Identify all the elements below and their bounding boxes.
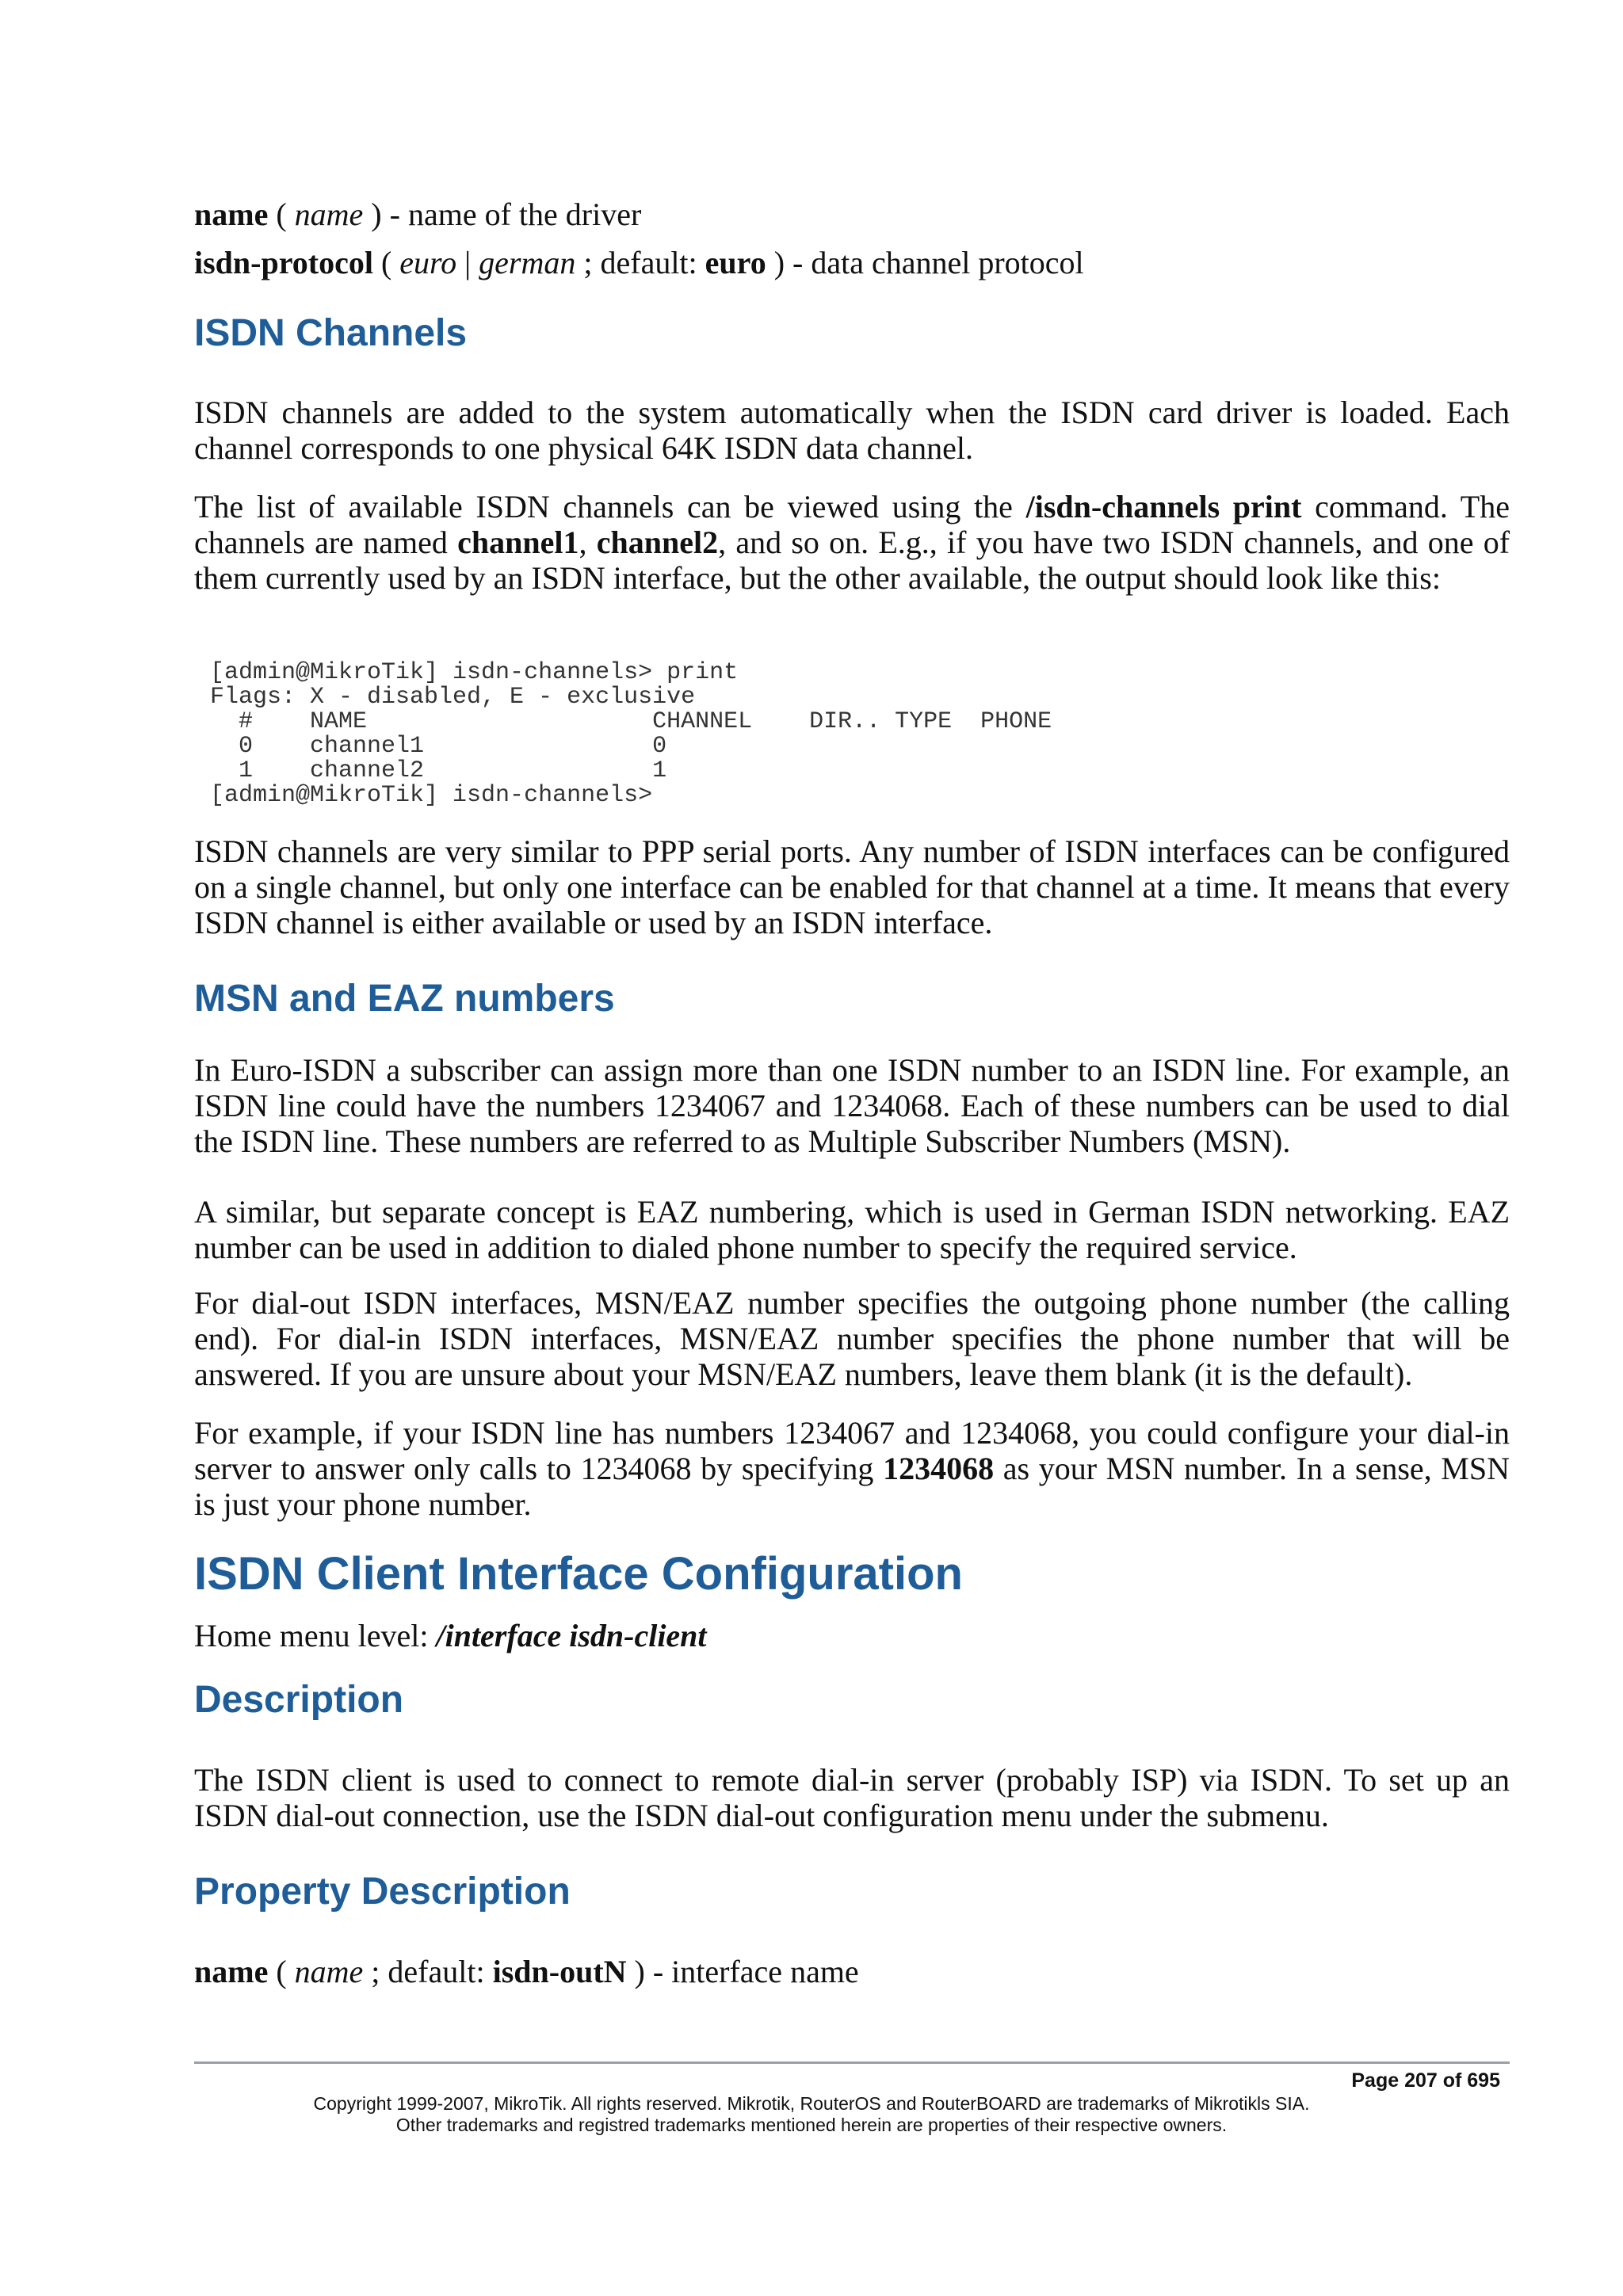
home-menu-level: Home menu level: /interface isdn-client: [194, 1618, 707, 1653]
heading-msn-eaz: MSN and EAZ numbers: [194, 978, 615, 1020]
document-page: [194, 0, 1510, 2296]
paragraph-eaz: A similar, but separate concept is EAZ numbering, which is used in German ISDN networking. EAZ number can be used in addition to dialed phone number to specify the required service.: [194, 1194, 1510, 1265]
heading-client-config: ISDN Client Interface Configuration: [194, 1548, 963, 1600]
footer-divider: [194, 2061, 1510, 2064]
page-number: Page 207 of 695: [1351, 2069, 1500, 2092]
heading-isdn-channels: ISDN Channels: [194, 312, 468, 354]
property-client-name: name ( name ; default: isdn-outN ) - interface name: [194, 1954, 859, 1989]
paragraph-channels-list: The list of available ISDN channels can be viewed using the /isdn-channels print command. The channels are named channel1, channel2, and so on. E.g., if you have two ISDN channels, and one of them currently used by an ISDN interface, but the other available, the output should look like this:: [194, 489, 1510, 596]
code-block-channels-print: [admin@MikroTik] isdn-channels> print Flags: X - disabled, E - exclusive # NAME CHANNEL DIR.. TYPE PHONE 0 channel1 0 1 channel2 1 [admin@MikroTik] isdn-channels>: [210, 659, 1052, 809]
heading-description: Description: [194, 1679, 404, 1721]
paragraph-channels-ppp: ISDN channels are very similar to PPP serial ports. Any number of ISDN interfaces can be configured on a single channel, but only one interface can be enabled for that channel at a time. It means that every ISDN channel is either available or used by an ISDN interface.: [194, 833, 1510, 940]
footer-copyright: Copyright 1999-2007, MikroTik. All rights reserved. Mikrotik, RouterOS and RouterBOARD are trademarks of Mikrotikls SIA.: [313, 2093, 1310, 2114]
property-name: name ( name ) - name of the driver: [194, 196, 642, 232]
paragraph-description: The ISDN client is used to connect to remote dial-in server (probably ISP) via ISDN. To set up an ISDN dial-out connection, use the ISDN dial-out configuration menu under the submenu.: [194, 1762, 1510, 1833]
paragraph-dial-out: For dial-out ISDN interfaces, MSN/EAZ number specifies the outgoing phone number (the calling end). For dial-in ISDN interfaces, MSN/EAZ number specifies the phone number that will be answered. If you are unsure about your MSN/EAZ numbers, leave them blank (it is the default).: [194, 1285, 1510, 1392]
property-isdn-protocol: isdn-protocol ( euro | german ; default: euro ) - data channel protocol: [194, 245, 1084, 280]
paragraph-msn-intro: In Euro-ISDN a subscriber can assign more than one ISDN number to an ISDN line. For example, an ISDN line could have the numbers 1234067 and 1234068. Each of these numbers can be used to dial the ISDN line. These numbers are referred to as Multiple Subscriber Numbers (MSN).: [194, 1052, 1510, 1159]
paragraph-msn-example: For example, if your ISDN line has numbers 1234067 and 1234068, you could configure your dial-in server to answer only calls to 1234068 by specifying 1234068 as your MSN number. In a sense, MSN is just your phone number.: [194, 1415, 1510, 1522]
paragraph-channels-intro: ISDN channels are added to the system automatically when the ISDN card driver is loaded. Each channel corresponds to one physical 64K ISDN data channel.: [194, 395, 1510, 466]
heading-property-description: Property Description: [194, 1871, 571, 1913]
footer-trademarks: Other trademarks and registred trademarks mentioned herein are properties of their respective owners.: [395, 2115, 1228, 2135]
